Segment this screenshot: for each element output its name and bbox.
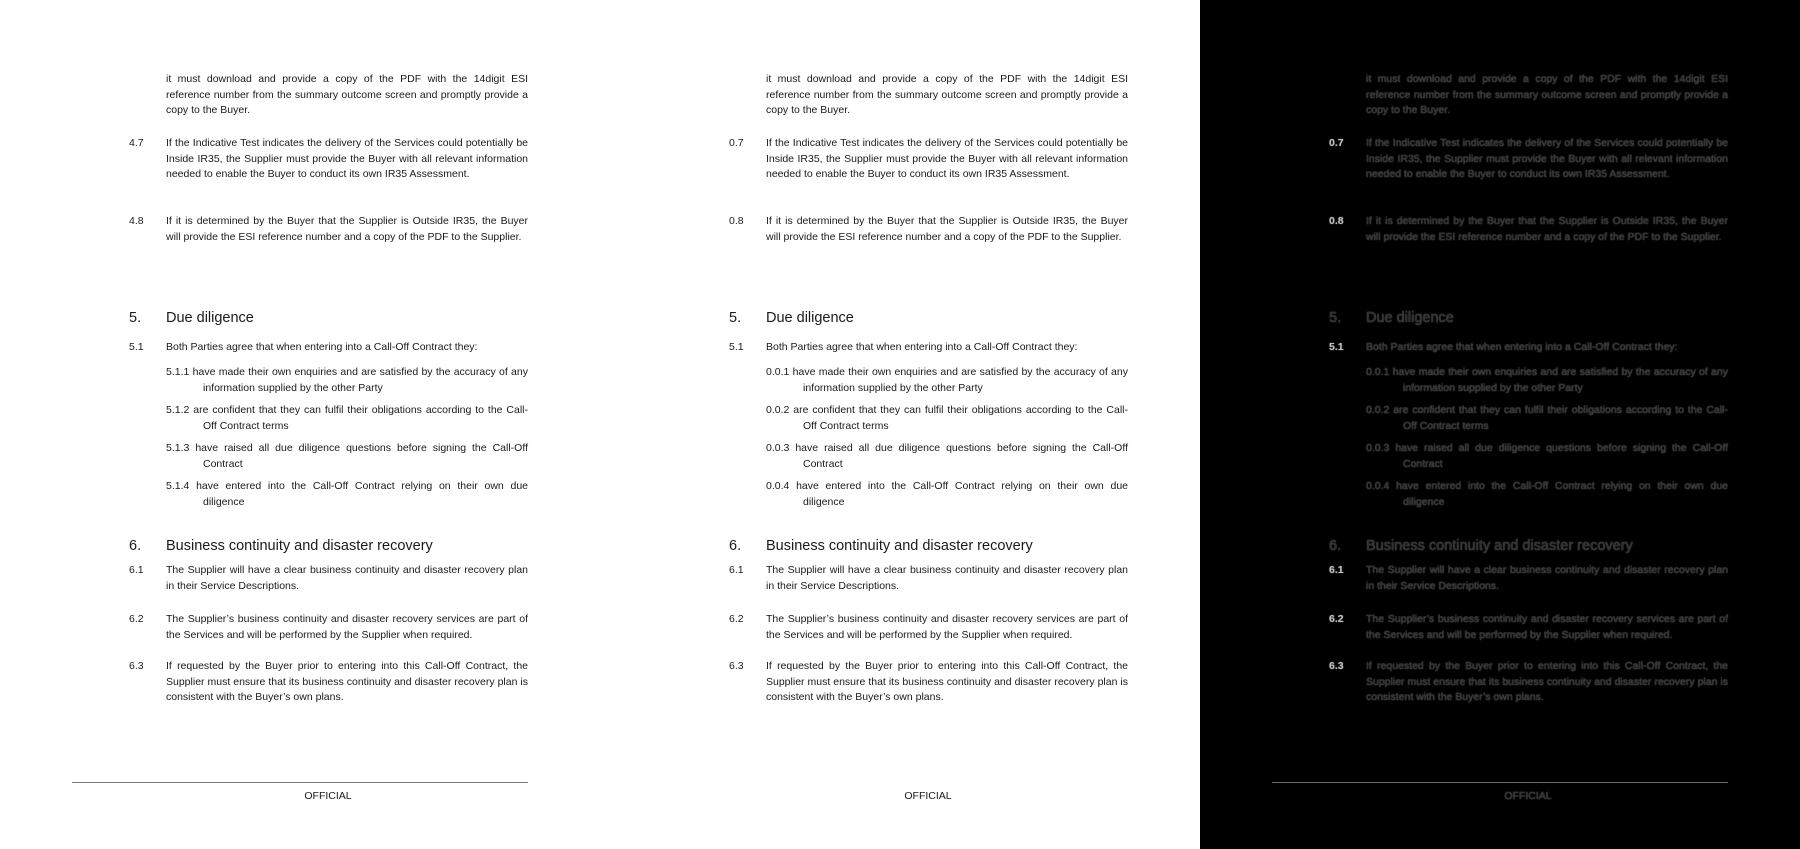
clause-number: 0.8 [729,215,744,227]
section-heading: Due diligence [766,310,854,326]
subclause-text: 0.0.3 have raised all due diligence questions before signing the Call-Off Contract [766,442,1128,470]
section-number: 6. [729,538,742,554]
footer-rule [1272,782,1728,783]
clause-text: If requested by the Buyer prior to entering into this Call-Off Contract, the Supplier must ensure that its business continuity and disaster recovery plan is consistent with the Buyer’s own plans. [766,660,1128,704]
clause-number: 4.7 [129,137,144,149]
section-number: 6. [1329,538,1342,554]
clause-number: 6.2 [729,613,744,625]
clause-number: 6.3 [129,660,144,672]
subclause-text: 5.1.2 are confident that they can fulfil their obligations according to the Call-Off Contract terms [166,404,528,432]
clause-text: If it is determined by the Buyer that the Supplier is Outside IR35, the Buyer will provide the ESI reference number and a copy of the PDF to the Supplier. [166,215,528,243]
subclause-text: 5.1.1 have made their own enquiries and are satisfied by the accuracy of any information supplied by the other Party [166,366,528,394]
clause-text: The Supplier’s business continuity and disaster recovery services are part of the Services and will be performed by the Supplier when required. [166,613,528,641]
clause-number: 5.1 [129,341,144,353]
subclause-text: 5.1.3 have raised all due diligence questions before signing the Call-Off Contract [166,442,528,470]
section-number: 5. [129,310,142,326]
clause-number: 0.8 [1329,215,1344,227]
footer-label: OFFICIAL [1504,790,1552,802]
subclause-text: 0.0.1 have made their own enquiries and are satisfied by the accuracy of any information supplied by the other Party [1366,366,1728,394]
clause-number: 4.8 [129,215,144,227]
clause-text: If the Indicative Test indicates the delivery of the Services could potentially be Inside IR35, the Supplier must provide the Buyer with all relevant information needed to enable the Buyer to conduct its own IR35 Assessment. [166,137,528,181]
clause-number: 6.2 [1329,613,1344,625]
subclause-text: 0.0.4 have entered into the Call-Off Contract relying on their own due diligence [766,480,1128,508]
clause-number: 6.1 [129,564,144,576]
clause-text: If requested by the Buyer prior to entering into this Call-Off Contract, the Supplier must ensure that its business continuity and disaster recovery plan is consistent with the Buyer’s own plans. [1366,660,1728,704]
subclause-text: 5.1.4 have entered into the Call-Off Contract relying on their own due diligence [166,480,528,508]
clause-text: The Supplier will have a clear business continuity and disaster recovery plan in their Service Descriptions. [1366,564,1728,592]
section-heading: Business continuity and disaster recovery [166,538,433,554]
section-number: 5. [1329,310,1342,326]
clause-text: If requested by the Buyer prior to entering into this Call-Off Contract, the Supplier must ensure that its business continuity and disaster recovery plan is consistent with the Buyer’s own plans. [166,660,528,704]
section-heading: Due diligence [1366,310,1454,326]
section-number: 6. [129,538,142,554]
section-heading: Business continuity and disaster recovery [766,538,1033,554]
clause-text: The Supplier will have a clear business continuity and disaster recovery plan in their Service Descriptions. [166,564,528,592]
subclause-text: 0.0.2 are confident that they can fulfil their obligations according to the Call-Off Contract terms [1366,404,1728,432]
clause-text: Both Parties agree that when entering into a Call-Off Contract they: [766,341,1078,353]
clause-number: 0.7 [729,137,744,149]
page-panel-original [0,0,600,849]
section-heading: Due diligence [166,310,254,326]
clause-number: 6.3 [729,660,744,672]
footer-label: OFFICIAL [304,790,352,802]
clause-text: The Supplier will have a clear business continuity and disaster recovery plan in their Service Descriptions. [766,564,1128,592]
document-page [600,0,1200,849]
clause-number: 6.2 [129,613,144,625]
document-page [1200,0,1800,849]
page-panel-renumbered [600,0,1200,849]
footer-rule [72,782,528,783]
clause-text: The Supplier’s business continuity and disaster recovery services are part of the Services and will be performed by the Supplier when required. [1366,613,1728,641]
clause-text: Both Parties agree that when entering into a Call-Off Contract they: [1366,341,1678,353]
page-panel-diff [1200,0,1800,849]
clause-text: The Supplier’s business continuity and disaster recovery services are part of the Services and will be performed by the Supplier when required. [766,613,1128,641]
intro-paragraph: it must download and provide a copy of the PDF with the 14digit ESI reference number from the summary outcome screen and promptly provide a copy to the Buyer. [766,73,1128,117]
footer-label: OFFICIAL [904,790,952,802]
subclause-text: 0.0.1 have made their own enquiries and are satisfied by the accuracy of any information supplied by the other Party [766,366,1128,394]
clause-number: 0.7 [1329,137,1344,149]
clause-text: If it is determined by the Buyer that the Supplier is Outside IR35, the Buyer will provide the ESI reference number and a copy of the PDF to the Supplier. [766,215,1128,243]
section-heading: Business continuity and disaster recovery [1366,538,1633,554]
intro-paragraph: it must download and provide a copy of the PDF with the 14digit ESI reference number from the summary outcome screen and promptly provide a copy to the Buyer. [166,73,528,117]
clause-text: If the Indicative Test indicates the delivery of the Services could potentially be Inside IR35, the Supplier must provide the Buyer with all relevant information needed to enable the Buyer to conduct its own IR35 Assessment. [766,137,1128,181]
clause-text: If it is determined by the Buyer that the Supplier is Outside IR35, the Buyer will provide the ESI reference number and a copy of the PDF to the Supplier. [1366,215,1728,243]
subclause-text: 0.0.2 are confident that they can fulfil their obligations according to the Call-Off Contract terms [766,404,1128,432]
clause-text: If the Indicative Test indicates the delivery of the Services could potentially be Inside IR35, the Supplier must provide the Buyer with all relevant information needed to enable the Buyer to conduct its own IR35 Assessment. [1366,137,1728,181]
clause-text: Both Parties agree that when entering into a Call-Off Contract they: [166,341,478,353]
clause-number: 6.1 [729,564,744,576]
document-page [0,0,600,849]
section-number: 5. [729,310,742,326]
subclause-text: 0.0.3 have raised all due diligence questions before signing the Call-Off Contract [1366,442,1728,470]
clause-number: 5.1 [729,341,744,353]
clause-number: 5.1 [1329,341,1344,353]
subclause-text: 0.0.4 have entered into the Call-Off Contract relying on their own due diligence [1366,480,1728,508]
clause-number: 6.1 [1329,564,1344,576]
clause-number: 6.3 [1329,660,1344,672]
intro-paragraph: it must download and provide a copy of the PDF with the 14digit ESI reference number from the summary outcome screen and promptly provide a copy to the Buyer. [1366,73,1728,117]
